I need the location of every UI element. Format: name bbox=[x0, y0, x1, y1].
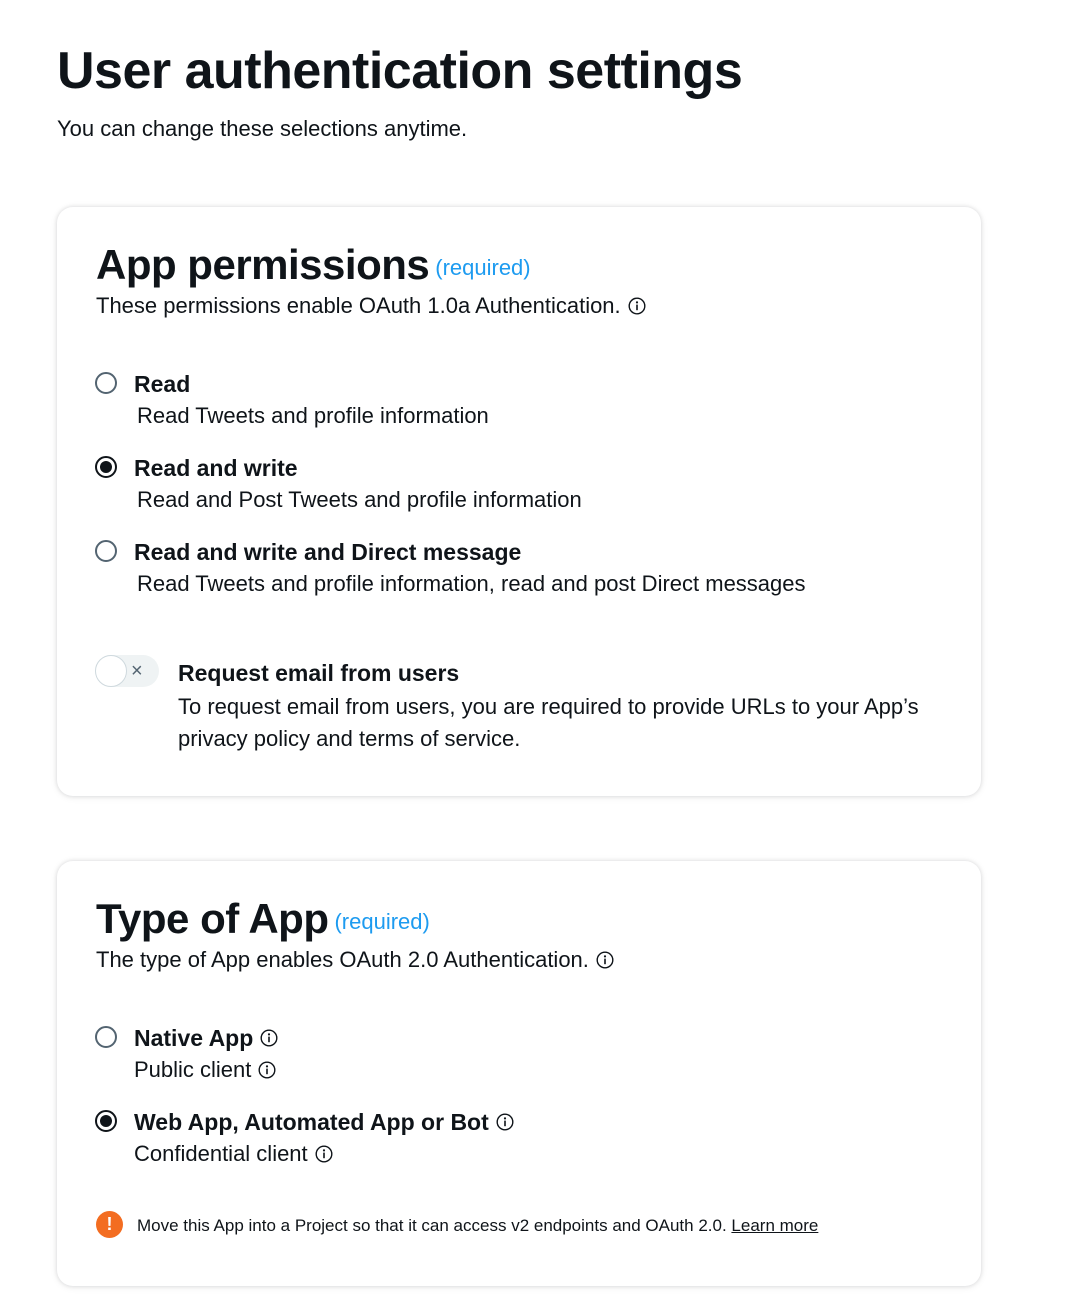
option-description: Read Tweets and profile information, read and post Direct messages bbox=[137, 571, 806, 596]
type-of-app-description bbox=[96, 946, 614, 974]
page-subtitle: You can change these selections anytime. bbox=[57, 116, 468, 141]
type-of-app-description-text: The type of App enables OAuth 2.0 Authentication. bbox=[96, 947, 589, 972]
option-label: Read bbox=[134, 371, 191, 397]
app-permissions-heading bbox=[96, 241, 531, 289]
option-label-row bbox=[134, 1108, 514, 1136]
option-label-row bbox=[134, 1024, 278, 1052]
option-label: Web App, Automated App or Bot bbox=[134, 1109, 489, 1135]
info-icon[interactable] bbox=[496, 1113, 514, 1131]
option-label: Native App bbox=[134, 1025, 254, 1051]
required-label: (required) bbox=[334, 909, 430, 934]
info-icon[interactable] bbox=[315, 1145, 333, 1163]
type-of-app-heading bbox=[96, 895, 430, 943]
request-email-toggle[interactable] bbox=[95, 655, 159, 687]
option-label: Read and write bbox=[134, 455, 298, 481]
toggle-knob bbox=[95, 655, 127, 687]
option-description: Read and Post Tweets and profile information bbox=[137, 487, 582, 512]
radio-read-write-dm[interactable] bbox=[95, 540, 117, 562]
option-description-row bbox=[134, 1056, 276, 1084]
warning-text: Move this App into a Project so that it can access v2 endpoints and OAuth 2.0. bbox=[137, 1216, 727, 1235]
type-of-app-card bbox=[57, 861, 981, 1286]
info-icon[interactable] bbox=[596, 951, 614, 969]
request-email-label: Request email from users bbox=[178, 660, 460, 686]
option-description-row bbox=[134, 1140, 333, 1168]
info-icon[interactable] bbox=[260, 1029, 278, 1047]
radio-web-app[interactable] bbox=[95, 1110, 117, 1132]
option-description: Public client bbox=[134, 1057, 252, 1082]
option-description: Confidential client bbox=[134, 1141, 308, 1166]
radio-read-write[interactable] bbox=[95, 456, 117, 478]
page-title: User authentication settings bbox=[57, 42, 743, 100]
app-permissions-description-text: These permissions enable OAuth 1.0a Authentication. bbox=[96, 293, 621, 318]
app-permissions-title: App permissions bbox=[96, 241, 430, 288]
request-email-description: To request email from users, you are required to provide URLs to your App’s privacy policy and terms of service. bbox=[178, 694, 919, 751]
option-description: Read Tweets and profile information bbox=[137, 403, 489, 428]
warning-icon: ! bbox=[96, 1211, 123, 1238]
radio-native-app[interactable] bbox=[95, 1026, 117, 1048]
learn-more-link[interactable]: Learn more bbox=[731, 1216, 819, 1235]
option-label: Read and write and Direct message bbox=[134, 539, 522, 565]
close-icon: × bbox=[131, 660, 143, 682]
required-label: (required) bbox=[435, 255, 531, 280]
type-of-app-title: Type of App bbox=[96, 895, 329, 942]
warning-message bbox=[137, 1215, 818, 1237]
app-permissions-description bbox=[96, 292, 646, 320]
info-icon[interactable] bbox=[258, 1061, 276, 1079]
radio-read[interactable] bbox=[95, 372, 117, 394]
info-icon[interactable] bbox=[628, 297, 646, 315]
app-permissions-card bbox=[57, 207, 981, 796]
